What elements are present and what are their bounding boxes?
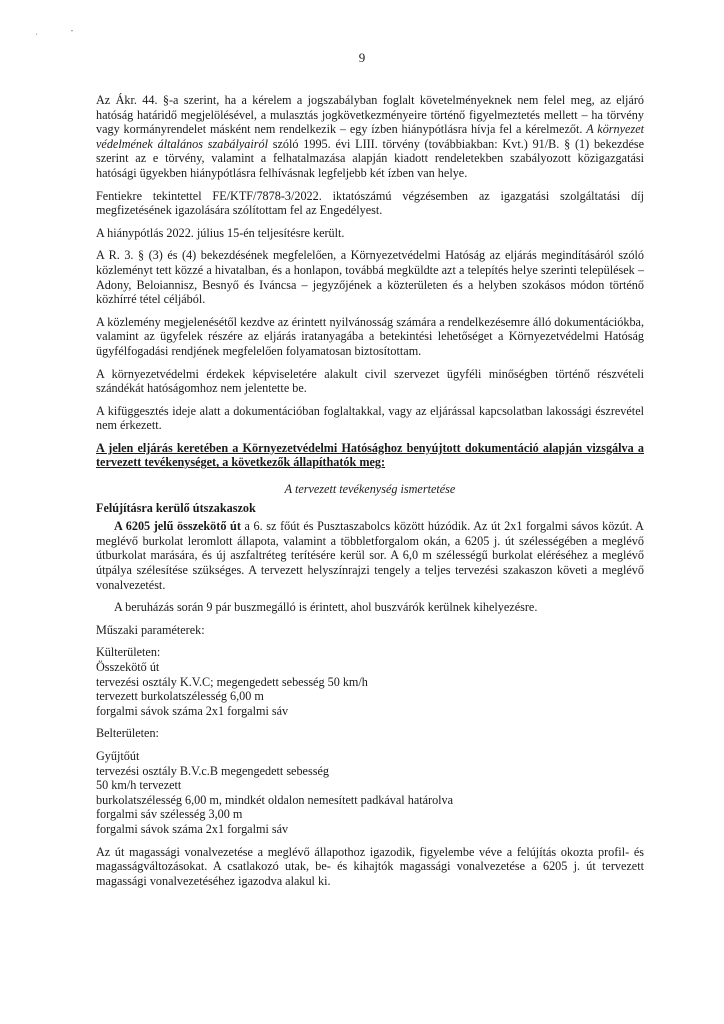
paragraph-civil-org: A környezetvédelmi érdekek képviseletére alakult civil szervezet ügyféli minőségben történő részvételi szándékát hatóságomhoz nem jelentette be. — [96, 366, 644, 396]
outer-area-label: Külterületen: — [96, 645, 161, 660]
inner-line: burkolatszélesség 6,00 m, mindkét oldalon nemesített padkával határolva — [96, 792, 454, 807]
inner-line: 50 km/h tervezett — [96, 778, 182, 793]
paragraph-road-6205: A 6205 jelű összekötő út a 6. sz főút és Pusztaszabolcs között húzódik. Az út 2x1 forgalmi sávos közút. A meglévő burkolat leromlott állapota, valamint a többletforgalom okán, a 6205 j. út szélességében a meglévő útburkolat marására, és új aszfaltréteg terítésére kerül sor. A 6,0 m szélességű burkolat eléréséhez a meglévő útpálya szélesítése szükséges. A tervezett helyszínrajzi tengely a teljes tervezési szakaszon követi a meglévő vonalvezetést. — [96, 519, 644, 592]
inner-sub-label: Gyűjtőút — [96, 748, 140, 763]
section-title: A tervezett tevékenység ismertetése — [284, 482, 456, 497]
paragraph-vertical-alignment: Az út magassági vonalvezetése a meglévő állapothoz igazodik, figyelembe véve a felújítás okozta profil- és magasságváltozásokat. A csatlakozó utak, be- és kihajtók magassági vonalvezetése a 6205 j. út tervezett magassági vonalvezetéséhez igazodva alakul ki. — [96, 844, 644, 888]
paragraph-fee-request: Fentiekre tekintettel FE/KTF/7878-3/2022. iktatószámú végzésemben az igazgatási szolgáltatási díj megfizetésének igazolására szólítottam fel az Engedélyest. — [96, 188, 644, 218]
inner-line: forgalmi sávok száma 2x1 forgalmi sáv — [96, 821, 289, 836]
paragraph-public-notice: A R. 3. § (3) és (4) bekezdésének megfelelően, a Környezetvédelmi Hatóság az eljárás megindításáról szóló közleményt tett közzé a hivatalban, és a honlapon, továbbá megküldte azt a telepítés helye szerinti települések – Adony, Beloiannisz, Besnyő és Iváncsa – jegyzőjének a közterületen és a helyben szokásos módon történő közhírré tétel céljából. — [96, 248, 644, 307]
outer-line: forgalmi sávok száma 2x1 forgalmi sáv — [96, 703, 289, 718]
inner-line: forgalmi sáv szélesség 3,00 m — [96, 807, 243, 822]
outer-line: Összekötő út — [96, 660, 160, 674]
law-title: A környezet védelmének általános szabályairól — [96, 122, 644, 151]
paragraph-hianypotlas-rules: Az Ákr. 44. §-a szerint, ha a kérelem a jogszabályban foglalt követelményeknek nem felel meg, az eljáró hatóság határidő megjelölésével, a mulasztás jogkövetkezményeire történő figyelmeztetés mellett – ha törvény vagy kormányrendelet másként nem rendelkezik – egy ízben hiánypótlásra hívja fel a kérelmezőt. A környezet védelmének általános szabályairól szóló 1995. évi LIII. törvény (továbbiakban: Kvt.) 91/B. § (1) bekezdése szerint az e törvény, valamint a felhatalmazása alapján kiadott rendeletekben szabályozott közigazgatási hatósági ügyekben hiánypótlásra felhívásnak legfeljebb két ízben van helye. — [96, 93, 645, 180]
inner-line: tervezési osztály B.V.c.B megengedett sebesség — [96, 763, 329, 778]
scan-mark: , — [36, 30, 38, 36]
page-number: 9 — [358, 50, 366, 65]
outer-line: tervezett burkolatszélesség 6,00 m — [96, 689, 264, 704]
road-name: A 6205 jelű összekötő út — [114, 519, 241, 534]
document-body — [96, 93, 644, 896]
inner-area-label: Belterületen: — [96, 726, 159, 741]
paragraph-bus-stops: A beruházás során 9 pár buszmegálló is érintett, ahol buszvárók kerülnek kihelyezésre. — [114, 600, 538, 615]
subsection-title: Felújításra kerülő útszakaszok — [96, 500, 256, 515]
paragraph-public-comments: A kifüggesztés ideje alatt a dokumentációban foglaltakkal, vagy az eljárással kapcsolatban lakossági észrevétel nem érkezett. — [96, 403, 644, 433]
paragraph-document-access: A közlemény megjelenésétől kezdve az érintett nyilvánosság számára a rendelkezésemre álló dokumentációkba, valamint az ügyfelek részére az eljárás iratanyagába a betekintési lehetőséget a Környezetvédelmi Hatóság ügyfélfogadási rendjének megfelelően folyamatosan biztosítottam. — [96, 314, 644, 358]
paragraph-completion-date: A hiánypótlás 2022. július 15-én teljesítésre került. — [96, 225, 345, 240]
underlined-heading: A jelen eljárás keretében a Környezetvédelmi Hatósághoz benyújtott dokumentáció alapján vizsgálva a tervezett tevékenységet, a következők állapíthatók meg: — [96, 440, 644, 470]
outer-line: tervezési osztály K.V.C; megengedett sebesség 50 km/h — [96, 674, 368, 689]
scan-mark: " — [71, 30, 74, 36]
tech-params-label: Műszaki paraméterek: — [96, 622, 205, 637]
scan-marks — [36, 30, 105, 36]
